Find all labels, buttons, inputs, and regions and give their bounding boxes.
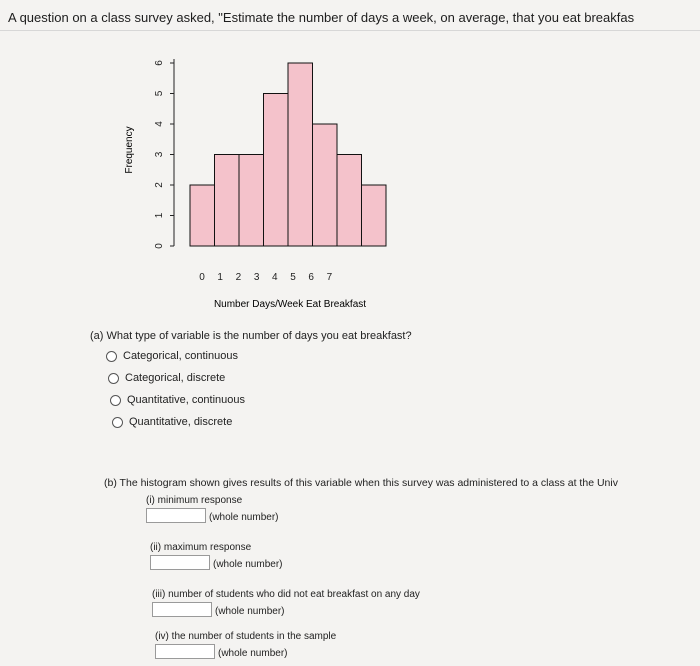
histogram-bar — [190, 185, 215, 246]
x-axis-label: Number Days/Week Eat Breakfast — [213, 299, 367, 310]
option-label: Categorical, discrete — [125, 372, 226, 384]
option-quantitative-discrete[interactable] — [112, 416, 412, 428]
radio-button[interactable] — [112, 417, 123, 428]
y-tick-label: 5 — [154, 90, 165, 97]
histogram-bar — [215, 155, 240, 247]
y-tick-label: 2 — [154, 182, 165, 188]
item-label: (ii) maximum response — [150, 542, 252, 553]
x-tick-label: 7 — [326, 272, 333, 283]
x-tick-label: 3 — [253, 272, 260, 283]
item-label: (iv) the number of students in the sample — [155, 631, 337, 642]
histogram-bar — [264, 94, 289, 247]
y-tick-label: 4 — [154, 121, 165, 127]
option-label: Quantitative, discrete — [129, 416, 233, 428]
part-a — [90, 330, 412, 438]
item-no-breakfast-count — [152, 589, 420, 617]
y-tick-label: 6 — [154, 60, 165, 66]
histogram-bar — [362, 185, 387, 246]
divider — [0, 30, 700, 31]
histogram-bar — [239, 155, 264, 247]
option-categorical-continuous[interactable] — [106, 350, 412, 362]
x-tick-label: 2 — [235, 272, 242, 283]
radio-button[interactable] — [108, 373, 119, 384]
y-tick-label: 3 — [154, 151, 165, 158]
radio-button[interactable] — [106, 351, 117, 362]
histogram-bars — [190, 63, 386, 246]
option-categorical-discrete[interactable] — [108, 372, 412, 384]
item-label: (iii) number of students who did not eat breakfast on any day — [152, 589, 420, 600]
x-tick-label: 5 — [290, 272, 296, 283]
x-tick-label: 0 — [199, 272, 205, 283]
option-label: Quantitative, continuous — [127, 394, 246, 406]
part-a-prompt: (a) What type of variable is the number of days you eat breakfast? — [90, 330, 412, 342]
minimum-response-input[interactable] — [146, 508, 206, 523]
option-quantitative-continuous[interactable] — [110, 394, 412, 406]
histogram-bar — [313, 124, 338, 246]
histogram-chart — [110, 40, 400, 320]
histogram-bar — [337, 155, 362, 247]
sample-size-input[interactable] — [155, 644, 215, 659]
y-axis — [154, 59, 174, 249]
question-title: A question on a class survey asked, "Estimate the number of days a week, on average, that you eat breakfas — [8, 10, 635, 25]
y-tick-label: 1 — [154, 212, 165, 219]
x-tick-label: 6 — [308, 272, 314, 283]
y-axis-label: Frequency — [124, 126, 135, 174]
option-label: Categorical, continuous — [123, 350, 238, 362]
x-tick-label: 4 — [272, 272, 278, 283]
hint-text: (whole number) — [215, 606, 285, 617]
part-b-prompt: (b) The histogram shown gives results of this variable when this survey was administered to a class at the Univ — [104, 477, 618, 489]
item-label: (i) minimum response — [146, 495, 243, 506]
x-tick-label: 1 — [217, 272, 223, 283]
item-maximum-response — [150, 542, 282, 570]
hint-text: (whole number) — [218, 648, 288, 659]
no-breakfast-count-input[interactable] — [152, 602, 212, 617]
hint-text: (whole number) — [209, 512, 279, 523]
radio-button[interactable] — [110, 395, 121, 406]
item-minimum-response — [146, 495, 278, 523]
histogram-bar — [288, 63, 313, 246]
part-b — [104, 477, 618, 489]
x-axis — [199, 272, 332, 283]
maximum-response-input[interactable] — [150, 555, 210, 570]
y-tick-label: 0 — [154, 243, 165, 249]
item-sample-size — [155, 631, 336, 659]
hint-text: (whole number) — [213, 559, 283, 570]
